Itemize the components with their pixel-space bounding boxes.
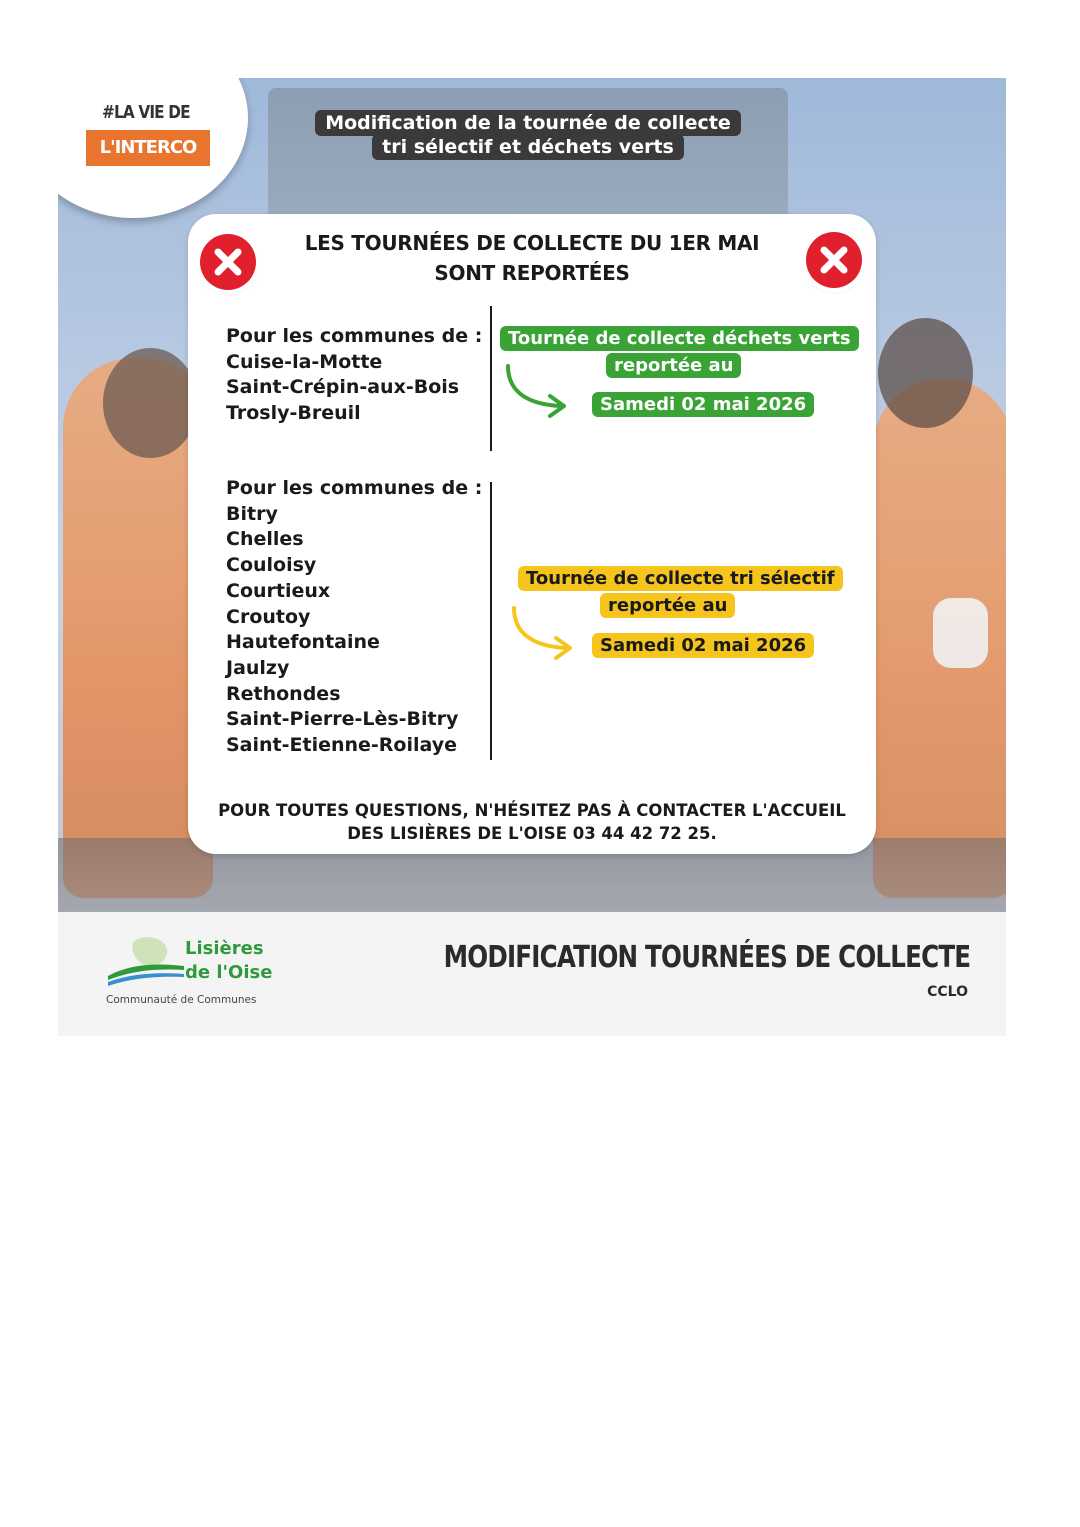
commune-item: Trosly-Breuil xyxy=(226,402,361,425)
column-divider xyxy=(490,306,492,451)
badge-line2: L'INTERCO xyxy=(86,130,210,166)
commune-item: Couloisy xyxy=(226,554,317,577)
poster-title xyxy=(308,110,748,160)
logo-text-line2: de l'Oise xyxy=(185,962,273,983)
commune-item: Cuise-la-Motte xyxy=(226,350,383,373)
curved-arrow-icon xyxy=(500,360,580,420)
green-label-line2: reportée au xyxy=(606,353,741,378)
title-line1: Modification de la tournée de collecte xyxy=(315,110,741,136)
commune-item: Saint-Pierre-Lès-Bitry xyxy=(226,708,459,731)
commune-intro: Pour les communes de : xyxy=(226,477,483,499)
worker-left-head xyxy=(103,348,198,458)
info-card xyxy=(188,214,876,854)
heading-line2: SONT REPORTÉES xyxy=(434,261,630,285)
commune-item: Bitry xyxy=(226,502,278,525)
footer-title: MODIFICATION TOURNÉES DE COLLECTE xyxy=(443,940,970,975)
green-date: Samedi 02 mai 2026 xyxy=(592,392,814,417)
heading-line1: LES TOURNÉES DE COLLECTE DU 1ER MAI xyxy=(304,231,760,255)
commune-list-1 xyxy=(226,324,482,427)
interco-badge xyxy=(58,78,248,218)
close-circle-icon xyxy=(806,232,862,288)
yellow-date: Samedi 02 mai 2026 xyxy=(592,633,814,658)
contact-text xyxy=(208,799,856,845)
contact-line2: DES LISIÈRES DE L'OISE 03 44 42 72 25. xyxy=(347,824,717,843)
close-circle-icon xyxy=(200,234,256,290)
commune-item: Rethondes xyxy=(226,682,341,705)
commune-item: Hautefontaine xyxy=(226,631,380,654)
glove xyxy=(933,598,988,668)
commune-item: Croutoy xyxy=(226,605,311,628)
badge-line1: #LA VIE DE xyxy=(102,102,190,123)
column-divider xyxy=(490,482,492,760)
commune-intro: Pour les communes de : xyxy=(226,325,483,347)
logo-icon xyxy=(106,932,186,988)
footer-subtitle: CCLO xyxy=(927,984,968,1000)
logo-subtitle: Communauté de Communes xyxy=(106,994,257,1006)
commune-item: Saint-Etienne-Roilaye xyxy=(226,734,458,757)
yellow-label-line1: Tournée de collecte tri sélectif xyxy=(518,566,843,591)
title-line2: tri sélectif et déchets verts xyxy=(372,134,684,160)
yellow-label-line2: reportée au xyxy=(600,593,735,618)
poster xyxy=(58,78,1006,1036)
commune-list-2 xyxy=(226,476,482,759)
worker-right-head xyxy=(878,318,973,428)
commune-item: Courtieux xyxy=(226,579,331,602)
green-label-line1: Tournée de collecte déchets verts xyxy=(500,326,859,351)
footer xyxy=(58,912,1006,1036)
commune-item: Chelles xyxy=(226,528,304,551)
contact-line1: POUR TOUTES QUESTIONS, N'HÉSITEZ PAS À CONTACTER L'ACCUEIL xyxy=(218,801,846,820)
commune-item: Jaulzy xyxy=(226,656,290,679)
commune-item: Saint-Crépin-aux-Bois xyxy=(226,376,460,399)
curved-arrow-icon xyxy=(506,602,586,662)
background-photo xyxy=(58,78,1006,912)
logo-text-line1: Lisières xyxy=(185,938,264,959)
card-heading xyxy=(288,228,776,288)
